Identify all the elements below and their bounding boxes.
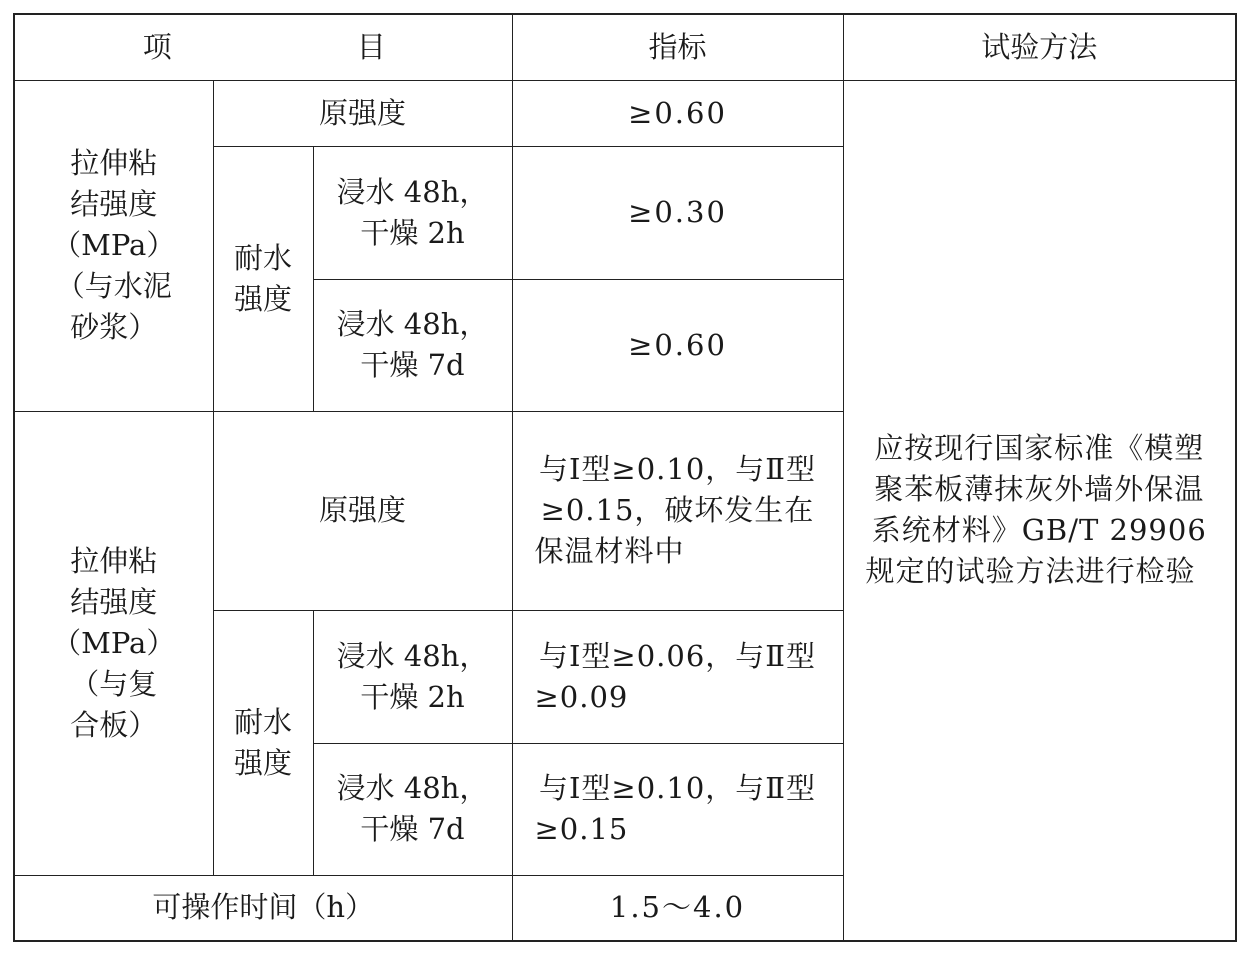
group1-sub1-value: ≥0.30 <box>512 146 843 279</box>
group1-sub2: 浸水 48h， 干燥 7d <box>313 279 512 411</box>
group2-water-resistance: 耐水 强度 <box>213 610 313 875</box>
group2-original-strength: 原强度 <box>213 411 512 610</box>
group1-label: 拉伸粘 结强度 （MPa） （与水泥 砂浆） <box>14 80 213 411</box>
group1-sub2-value: ≥0.60 <box>512 279 843 411</box>
group2-original-value: 与Ⅰ型≥0.10，与Ⅱ型≥0.15，破坏发生在保温材料中 <box>512 411 843 610</box>
group1-original-value: ≥0.60 <box>512 80 843 146</box>
group1-water-resistance: 耐水 强度 <box>213 146 313 411</box>
group2-sub2: 浸水 48h， 干燥 7d <box>313 743 512 875</box>
group2-sub1: 浸水 48h， 干燥 2h <box>313 610 512 743</box>
group2-label: 拉伸粘 结强度 （MPa） （与复 合板） <box>14 411 213 875</box>
header-method: 试验方法 <box>843 14 1236 80</box>
header-row <box>14 14 1236 80</box>
group2-sub1-value: 与Ⅰ型≥0.06，与Ⅱ型≥0.09 <box>512 610 843 743</box>
spec-table <box>13 13 1237 942</box>
operable-time-label: 可操作时间（h） <box>14 875 512 941</box>
header-index: 指标 <box>512 14 843 80</box>
group2-sub2-value: 与Ⅰ型≥0.10，与Ⅱ型≥0.15 <box>512 743 843 875</box>
header-item: 项 目 <box>14 14 512 80</box>
operable-time-value: 1.5～4.0 <box>512 875 843 941</box>
group1-sub1: 浸水 48h， 干燥 2h <box>313 146 512 279</box>
table-row <box>14 80 1236 146</box>
test-method-cell: 应按现行国家标准《模塑聚苯板薄抹灰外墙外保温系统材料》GB/T 29906规定的试验方法进行检验 <box>843 80 1236 941</box>
group1-original-strength: 原强度 <box>213 80 512 146</box>
